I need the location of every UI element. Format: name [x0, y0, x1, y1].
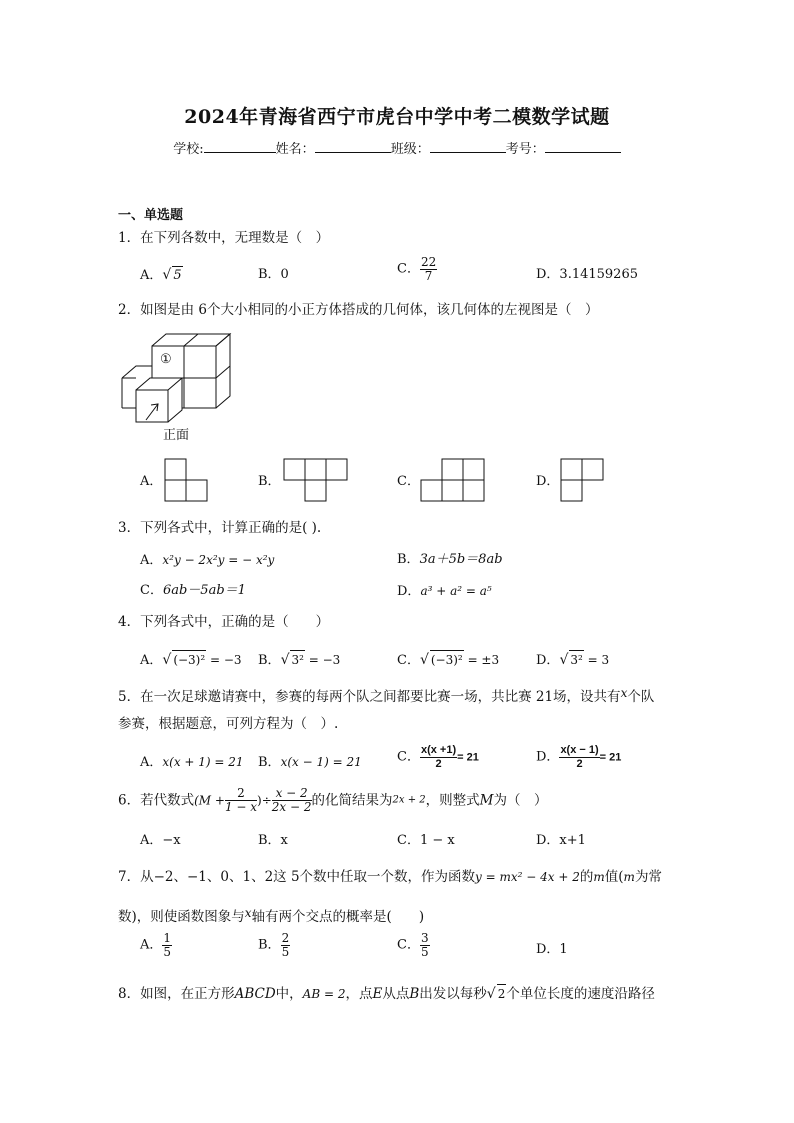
exam-no-label: 考号： [505, 142, 545, 157]
q2-option-d-label: D． [536, 474, 560, 489]
school-label: 学校: [173, 142, 204, 157]
exam-no-blank [545, 138, 621, 153]
q1-option-a: A．√ 5 [140, 267, 182, 283]
question-4-stem: 4．下列各式中，正确的是（ ） [118, 614, 330, 630]
q4-option-d: D．√ 3² = 3 [536, 652, 610, 668]
q6-option-d: D．x+1 [536, 833, 586, 848]
student-info-line [0, 138, 794, 157]
class-label: 班级： [390, 142, 430, 157]
q2-option-b-figure [283, 458, 348, 502]
q2-option-c-figure [420, 458, 485, 502]
q7-option-b: B． $\frac{2}{5}$ [258, 931, 290, 959]
question-8-stem: 8．如图，在正方形ABCD中，AB = 2，点E从点B出发以每秒√ 2个单位长度的速度沿路径 [118, 986, 655, 1002]
question-3-stem: 3．下列各式中，计算正确的是( ). [118, 520, 322, 536]
q7-option-d: D．1 [536, 942, 568, 957]
q1-option-c: C． $\frac{22}{7}$ [397, 255, 437, 283]
question-5-stem-line1: 5．在一次足球邀请赛中，参赛的每两个队之间都要比赛一场，共比赛 21场，设共有x个队 [118, 686, 655, 705]
question-7-stem-line1: 7．从−2、−1、0、1、2这 5个数中任取一个数，作为函数y = mx² − 4x + 2的m值(m为常 [118, 869, 662, 885]
q4-option-c: C．√ (−3)² = ±3 [397, 652, 500, 668]
page-title: 2024年青海省西宁市虎台中学中考二模数学试题 [184, 106, 610, 128]
q2-option-a-figure [164, 458, 208, 502]
q5-option-d: D． $\frac{x(x - 1)}{2}$ = 21 [536, 744, 622, 770]
q2-option-c-label: C． [397, 474, 420, 489]
q4-option-a: A．√ (−3)² = −3 [140, 652, 242, 668]
q3-option-b: B．3a＋5b＝8ab [397, 552, 503, 567]
q6-option-b: B．x [258, 833, 288, 848]
q5-option-c: C． $\frac{x(x +1)}{2}$ = 21 [397, 744, 479, 770]
q5-option-a: A．x(x + 1) = 21 [140, 755, 244, 770]
q6-option-c: C．1 − x [397, 833, 455, 848]
q6-option-a: A．−x [140, 833, 181, 848]
q2-option-b-label: B． [258, 474, 281, 489]
question-2-stem: 2．如图是由 6个大小相同的小正方体搭成的几何体，该几何体的左视图是（ ） [118, 302, 599, 318]
q1-option-d: D．3.14159265 [536, 267, 638, 282]
q3-option-d: D．a³ + a² = a⁵ [397, 584, 492, 599]
section-heading: 一、单选题 [118, 208, 184, 223]
school-blank [204, 138, 276, 153]
name-blank [315, 138, 391, 153]
class-blank [430, 138, 506, 153]
q7-option-c: C． $\frac{3}{5}$ [397, 931, 429, 959]
q7-option-a: A． $\frac{1}{5}$ [140, 931, 172, 959]
q4-option-b: B．√ 3² = −3 [258, 652, 341, 668]
question-7-stem-line2: 数)，则使函数图象与x轴有两个交点的概率是( ) [118, 906, 425, 925]
q3-option-a: A．x²y − 2x²y = − x²y [140, 553, 275, 568]
front-label: 正面 [163, 428, 190, 443]
q5-option-b: B．x(x − 1) = 21 [258, 755, 362, 770]
q1-option-b: B．0 [258, 267, 289, 282]
q2-option-a-label: A． [140, 474, 163, 489]
name-label: 姓名： [275, 142, 315, 157]
question-5-stem-line2: 参赛，根据题意，可列方程为（ ）. [118, 716, 339, 732]
q3-option-c: C．6ab－5ab＝1 [140, 583, 246, 598]
q2-option-d-figure [560, 458, 604, 502]
question-1-stem: 1．在下列各数中，无理数是（ ） [118, 230, 330, 246]
circle-one-mark: ① [160, 352, 172, 367]
question-6-stem: 6．若代数式(M + $\frac{2}{1 - x}$ )÷ $\frac{x - 2}{2x - 2}$ 的化简结果为2x + 2，则整式M为（ ） [118, 786, 548, 814]
